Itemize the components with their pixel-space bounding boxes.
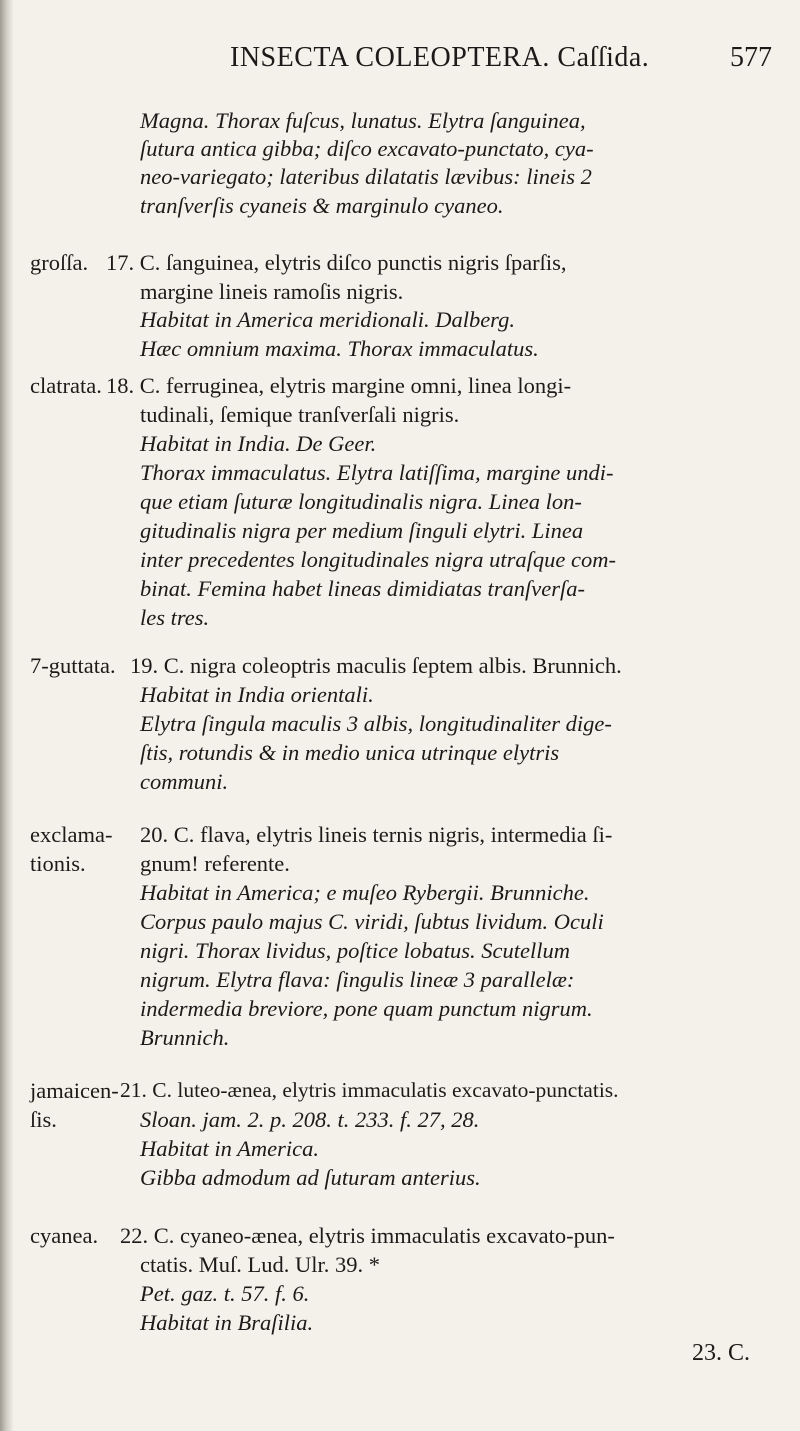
species-diagnosis: 22. C. cyaneo-ænea, elytris immaculatis excavato-pun- xyxy=(120,1223,615,1248)
margin-species-name: tionis. xyxy=(30,851,86,876)
habitat-line: Habitat in India orientali. xyxy=(140,682,374,707)
text-line: neo-variegato; lateribus dilatatis lævibus: lineis 2 xyxy=(140,164,592,189)
margin-species-name: groſſa. xyxy=(30,250,89,275)
page-binding-shadow xyxy=(0,0,14,1431)
text-line: indermedia breviore, pone quam punctum nigrum. xyxy=(140,996,593,1021)
text-line: gitudinalis nigra per medium ſinguli elytri. Linea xyxy=(140,518,584,543)
text-line: gnum! referente. xyxy=(140,851,290,876)
margin-species-name: clatrata. xyxy=(30,373,102,398)
text-line: Thorax immaculatus. Elytra latiſſima, margine undi- xyxy=(140,460,614,485)
text-line: ſtis, rotundis & in medio unica utrinque elytris xyxy=(140,740,560,765)
text-line: tudinali, ſemique tranſverſali nigris. xyxy=(140,402,460,427)
reference-line: Pet. gaz. t. 57. f. 6. xyxy=(140,1281,310,1306)
margin-species-name: exclama- xyxy=(30,822,113,847)
page-number: 577 xyxy=(730,42,772,73)
species-diagnosis: 20. C. flava, elytris lineis ternis nigris, intermedia ſi- xyxy=(140,822,613,847)
text-line: margine lineis ramoſis nigris. xyxy=(140,279,404,304)
text-line: tranſverſis cyaneis & marginulo cyaneo. xyxy=(140,193,504,218)
text-line: binat. Femina habet lineas dimidiatas tranſverſa- xyxy=(140,576,585,601)
page-header xyxy=(60,42,780,82)
species-diagnosis: 19. C. nigra coleoptris maculis ſeptem albis. Brunnich. xyxy=(130,653,622,678)
text-line: communi. xyxy=(140,769,229,794)
text-line: Magna. Thorax fuſcus, lunatus. Elytra ſanguinea, xyxy=(140,108,586,133)
species-diagnosis: 17. C. ſanguinea, elytris diſco punctis nigris ſparſis, xyxy=(106,250,567,275)
text-line: Elytra ſingula maculis 3 albis, longitudinaliter dige- xyxy=(140,711,612,736)
margin-species-name: cyanea. xyxy=(30,1223,99,1248)
reference-line: ctatis. Muſ. Lud. Ulr. 39. * xyxy=(140,1252,380,1277)
habitat-line: Habitat in America. xyxy=(140,1136,319,1161)
species-diagnosis: 18. C. ferruginea, elytris margine omni, linea longi- xyxy=(106,373,572,398)
text-line: Gibba admodum ad ſuturam anterius. xyxy=(140,1165,481,1190)
margin-species-name: 7-guttata. xyxy=(30,653,116,678)
text-line: Corpus paulo majus C. viridi, ſubtus lividum. Oculi xyxy=(140,909,604,934)
text-line: les tres. xyxy=(140,605,210,630)
text-line: nigrum. Elytra flava: ſingulis lineæ 3 parallelæ: xyxy=(140,967,575,992)
text-line: Brunnich. xyxy=(140,1025,230,1050)
text-line: ſutura antica gibba; diſco excavato-punctato, cya- xyxy=(140,136,594,161)
margin-species-name: jamaicen- xyxy=(30,1078,119,1103)
habitat-line: Habitat in America meridionali. Dalberg. xyxy=(140,307,515,332)
habitat-line: Habitat in India. De Geer. xyxy=(140,431,377,456)
habitat-line: Habitat in America; e muſeo Rybergii. Brunniche. xyxy=(140,880,590,905)
species-diagnosis: 21. C. luteo-ænea, elytris immaculatis excavato-punctatis. xyxy=(120,1078,619,1102)
text-line: inter precedentes longitudinales nigra utraſque com- xyxy=(140,547,616,572)
catchword: 23. C. xyxy=(692,1340,751,1366)
text-line: que etiam ſuturæ longitudinalis nigra. Linea lon- xyxy=(140,489,582,514)
margin-species-name: ſis. xyxy=(30,1107,57,1132)
text-line: nigri. Thorax lividus, poſtice lobatus. Scutellum xyxy=(140,938,570,963)
running-title: INSECTA COLEOPTERA. Caſſida. xyxy=(230,42,650,73)
text-line: Hæc omnium maxima. Thorax immaculatus. xyxy=(140,336,539,361)
habitat-line: Habitat in Braſilia. xyxy=(140,1310,314,1335)
reference-line: Sloan. jam. 2. p. 208. t. 233. f. 27, 28. xyxy=(140,1107,480,1132)
